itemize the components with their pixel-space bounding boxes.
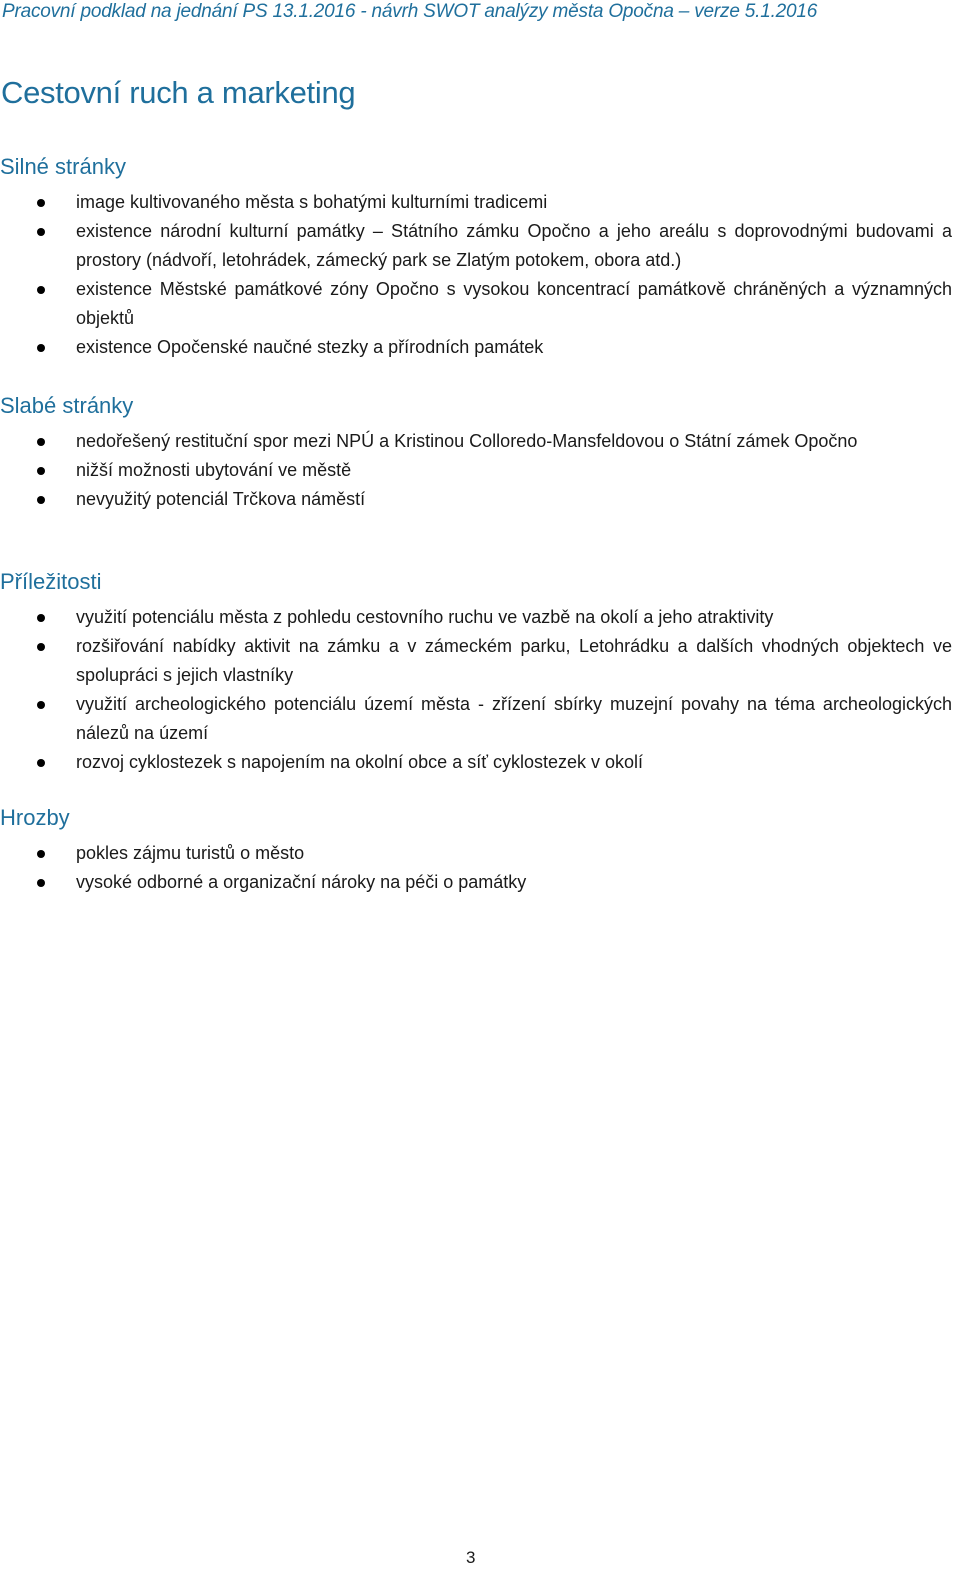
bullet-icon xyxy=(37,496,45,504)
bullet-icon xyxy=(37,879,45,887)
list-item-text: využití archeologického potenciálu území města - zřízení sbírky muzejní povahy na téma archeologických nálezů na území xyxy=(76,694,952,743)
list-item xyxy=(0,333,952,362)
list-item xyxy=(0,839,952,868)
section-opportunities xyxy=(0,567,952,777)
list-item-text: rozvoj cyklostezek s napojením na okolní obce a síť cyklostezek v okolí xyxy=(76,752,644,772)
bullet-icon xyxy=(37,228,45,236)
list-item-text: pokles zájmu turistů o město xyxy=(76,843,305,863)
bullet-icon xyxy=(37,701,45,709)
section-heading-weaknesses: Slabé stránky xyxy=(0,393,134,418)
section-strengths xyxy=(0,152,952,362)
section-heading-threats: Hrozby xyxy=(0,805,70,830)
list-item-text: nedořešený restituční spor mezi NPÚ a Kristinou Colloredo-Mansfeldovou o Státní zámek Opočno xyxy=(76,431,858,451)
page-number: 3 xyxy=(466,1548,476,1567)
section-threats xyxy=(0,803,952,897)
bullet-icon xyxy=(37,467,45,475)
opportunities-list xyxy=(0,603,952,777)
list-item xyxy=(0,748,952,777)
bullet-icon xyxy=(37,759,45,767)
list-item-text: využití potenciálu města z pohledu cestovního ruchu ve vazbě na okolí a jeho atraktivity xyxy=(76,607,774,627)
list-item-text: image kultivovaného města s bohatými kulturními tradicemi xyxy=(76,192,548,212)
list-item xyxy=(0,603,952,632)
bullet-icon xyxy=(37,286,45,294)
list-item xyxy=(0,456,952,485)
list-item xyxy=(0,275,952,333)
page-header: Pracovní podklad na jednání PS 13.1.2016 - návrh SWOT analýzy města Opočna – verze 5.1.2016 xyxy=(2,1,818,22)
section-heading-strengths: Silné stránky xyxy=(0,154,126,179)
list-item-text: rozšiřování nabídky aktivit na zámku a v zámeckém parku, Letohrádku a dalších vhodných objektech ve spolupráci s jejich vlastníky xyxy=(76,636,952,685)
list-item xyxy=(0,427,952,456)
bullet-icon xyxy=(37,199,45,207)
list-item xyxy=(0,632,952,690)
list-item-text: existence Městské památkové zóny Opočno s vysokou koncentrací památkově chráněných a významných objektů xyxy=(76,279,952,328)
section-weaknesses xyxy=(0,391,952,514)
list-item xyxy=(0,690,952,748)
bullet-icon xyxy=(37,614,45,622)
document-title: Cestovní ruch a marketing xyxy=(1,75,356,110)
list-item-text: nižší možnosti ubytování ve městě xyxy=(76,460,352,480)
section-heading-opportunities: Příležitosti xyxy=(0,569,102,594)
bullet-icon xyxy=(37,850,45,858)
threats-list xyxy=(0,839,952,897)
weaknesses-list xyxy=(0,427,952,514)
list-item xyxy=(0,188,952,217)
list-item xyxy=(0,217,952,275)
list-item-text: nevyužitý potenciál Trčkova náměstí xyxy=(76,489,366,509)
list-item xyxy=(0,485,952,514)
list-item-text: vysoké odborné a organizační nároky na péči o památky xyxy=(76,872,527,892)
bullet-icon xyxy=(37,344,45,352)
strengths-list xyxy=(0,188,952,362)
bullet-icon xyxy=(37,643,45,651)
list-item-text: existence Opočenské naučné stezky a přírodních památek xyxy=(76,337,544,357)
list-item xyxy=(0,868,952,897)
list-item-text: existence národní kulturní památky – Státního zámku Opočno a jeho areálu s doprovodnými budovami a prostory (nádvoří, letohrádek, zámecký park se Zlatým potokem, obora atd.) xyxy=(76,221,952,270)
bullet-icon xyxy=(37,438,45,446)
